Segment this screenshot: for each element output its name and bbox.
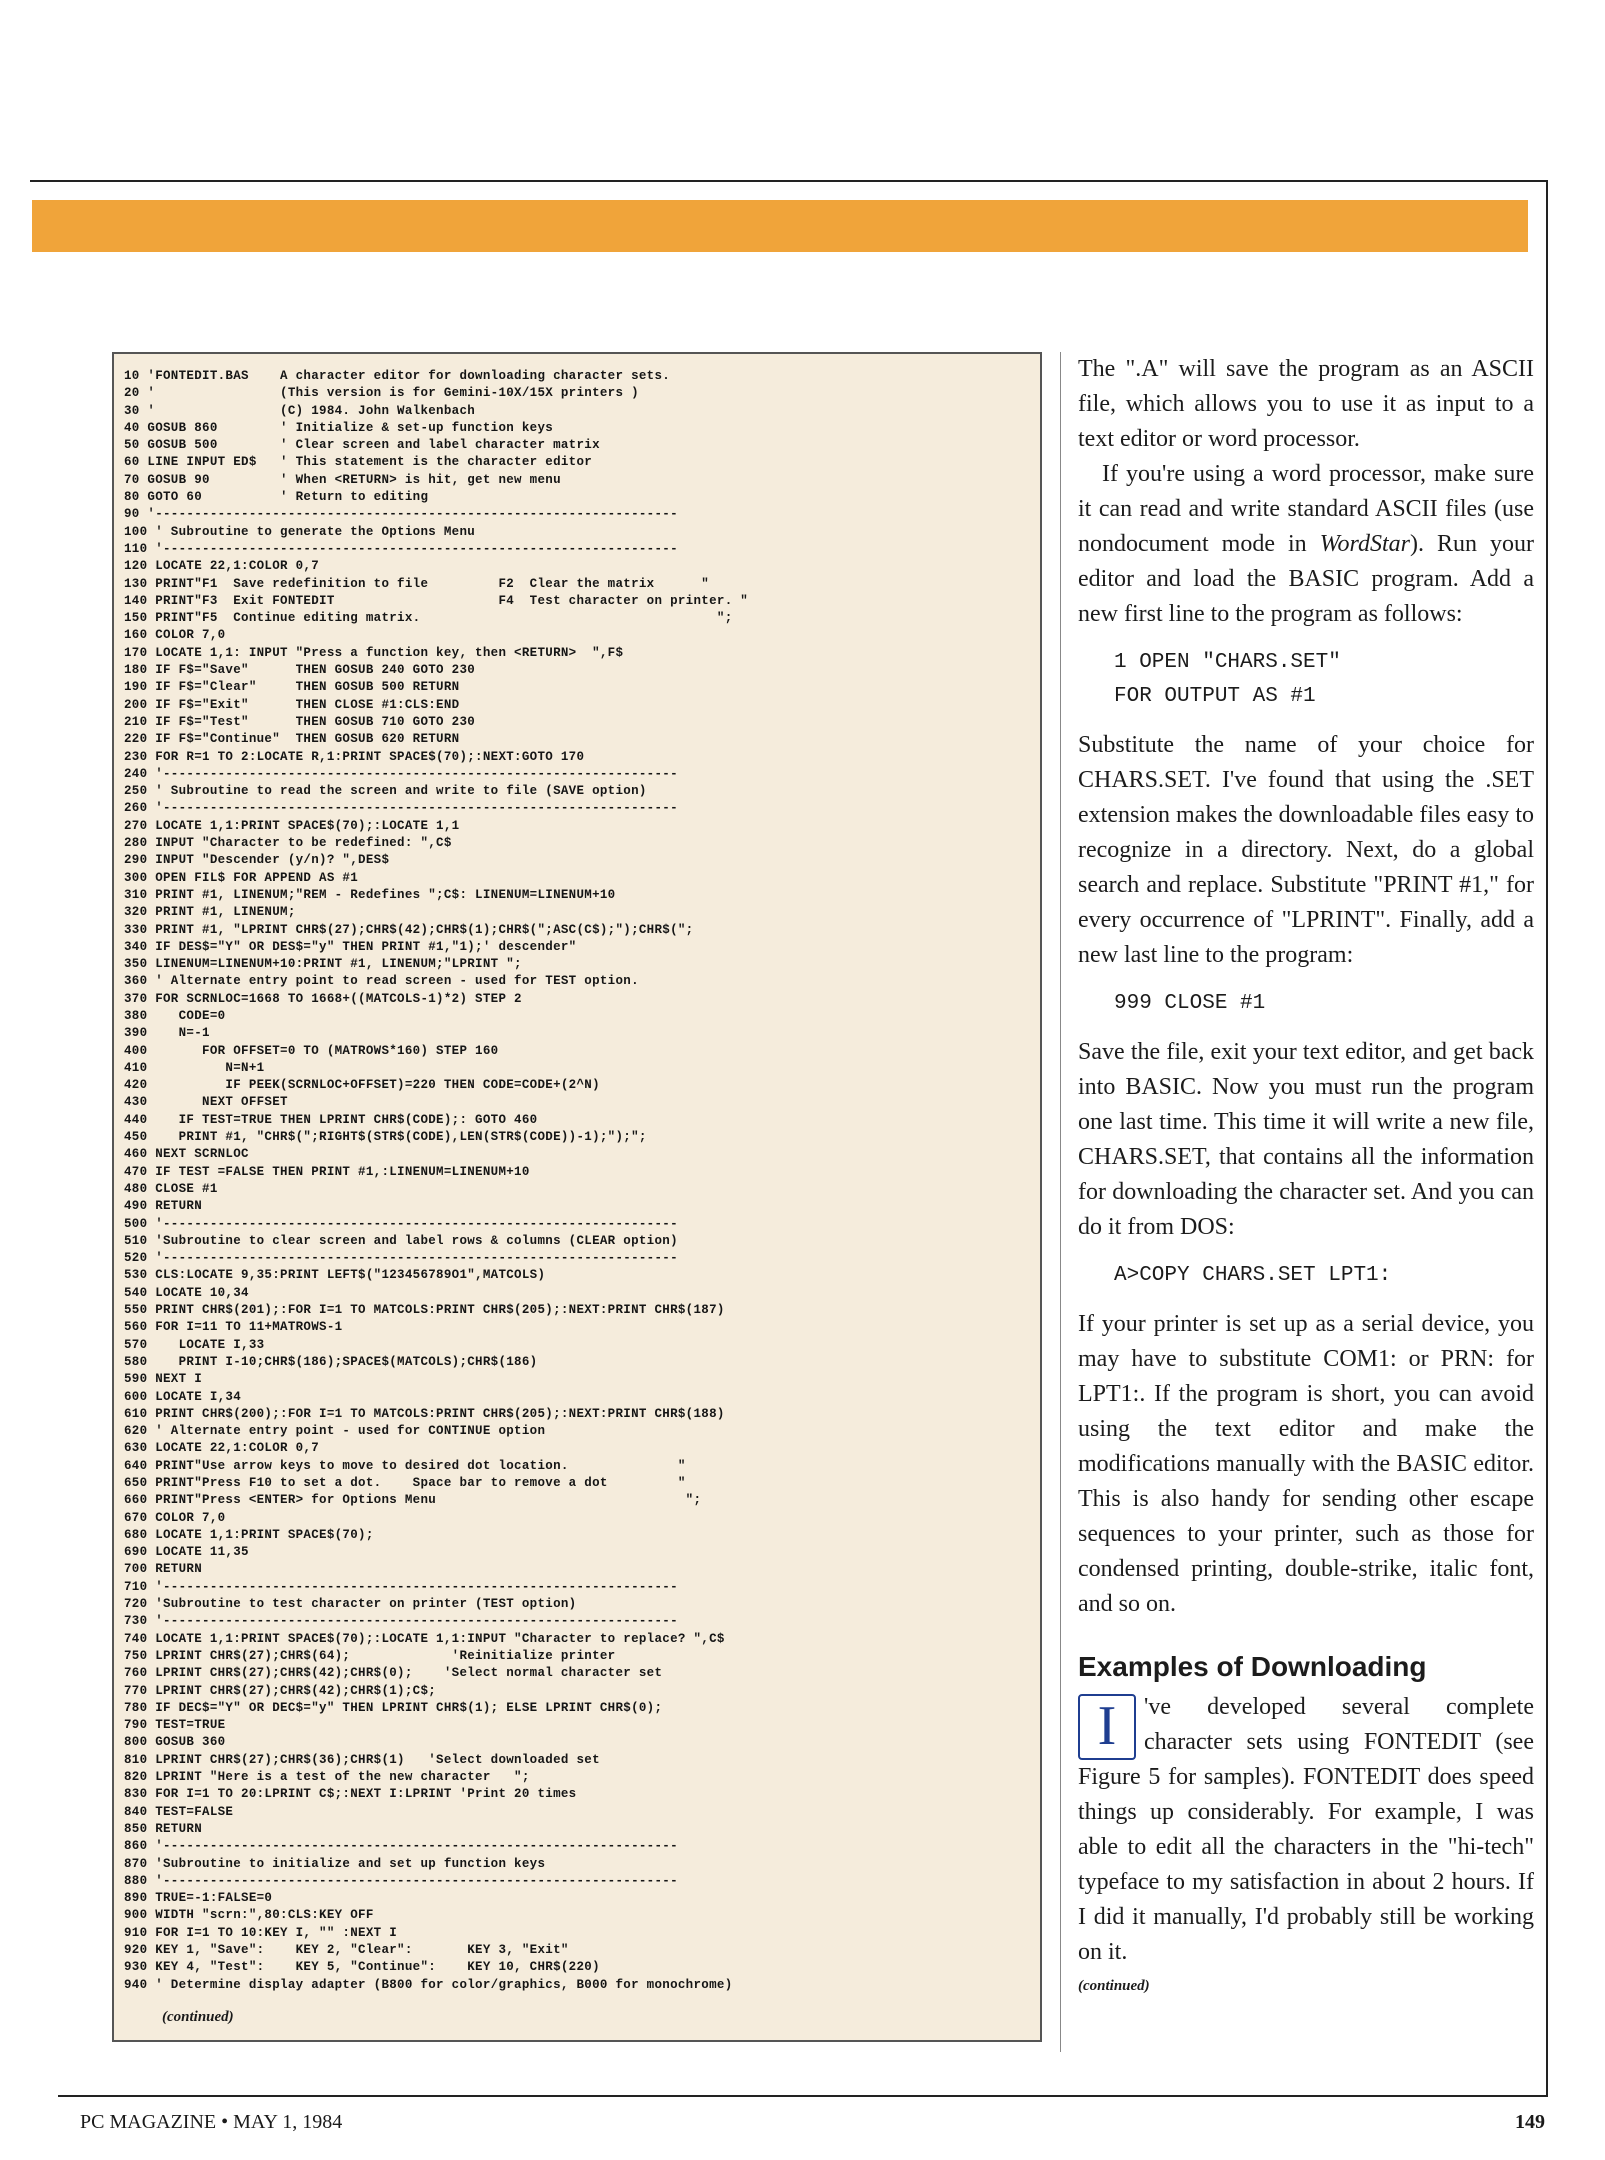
listing-line: 370 FOR SCRNLOC=1668 TO 1668+((MATCOLS-1)*2) STEP 2 [124, 991, 522, 1006]
listing-line: 110 '------------------------------------------------------------------ [124, 541, 678, 556]
program-listing [112, 352, 1042, 2042]
paragraph-2-text-a: If you're using a word processor, make sure it can read and write standard ASCII files (use nondocument mode in [1078, 461, 1534, 557]
listing-line: 620 ' Alternate entry point - used for CONTINUE option [124, 1424, 546, 1439]
listing-line: 930 KEY 4, "Test": KEY 5, "Continue": KEY 10, CHR$(220) [124, 1960, 600, 1975]
listing-line: 200 IF F$="Exit" THEN CLOSE #1:CLS:END [124, 697, 460, 712]
dropcap-letter: I [1078, 1694, 1136, 1760]
listing-line: 540 LOCATE 10,34 [124, 1285, 249, 1300]
listing-line: 90 '------------------------------------------------------------------- [124, 507, 678, 522]
listing-line: 600 LOCATE I,34 [124, 1389, 242, 1404]
listing-line: 210 IF F$="Test" THEN GOSUB 710 GOTO 230 [124, 714, 476, 729]
header-band [32, 200, 1528, 252]
listing-line: 480 CLOSE #1 [124, 1181, 218, 1196]
listing-line: 790 TEST=TRUE [124, 1718, 226, 1733]
listing-line: 60 LINE INPUT ED$ ' This statement is the character editor [124, 455, 593, 470]
listing-line: 280 INPUT "Character to be redefined: ",C$ [124, 836, 452, 851]
listing-line: 40 GOSUB 860 ' Initialize & set-up function keys [124, 420, 554, 435]
listing-line: 440 IF TEST=TRUE THEN LPRINT CHR$(CODE);: GOTO 460 [124, 1112, 538, 1127]
magazine-footer: PC MAGAZINE • MAY 1, 1984 [80, 2111, 343, 2133]
listing-line: 680 LOCATE 1,1:PRINT SPACE$(70); [124, 1527, 374, 1542]
code-copy: A>COPY CHARS.SET LPT1: [1114, 1264, 1392, 1287]
listing-line: 410 N=N+1 [124, 1060, 265, 1075]
listing-line: 190 IF F$="Clear" THEN GOSUB 500 RETURN [124, 680, 460, 695]
listing-line: 330 PRINT #1, "LPRINT CHR$(27);CHR$(42);CHR$(1);CHR$(";ASC(C$);");CHR$("; [124, 922, 694, 937]
article-column [1078, 352, 1534, 1996]
listing-line: 690 LOCATE 11,35 [124, 1545, 249, 1560]
listing-line: 570 LOCATE I,33 [124, 1337, 265, 1352]
listing-line: 590 NEXT I [124, 1372, 203, 1387]
paragraph-3: Substitute the name of your choice for CHARS.SET. I've found that using the .SET extension makes the downloadable files easy to recognize in a directory. Next, do a global search and replace. Substitute "PRINT #1," for every occurrence of "LPRINT". Finally, add a new last line to the program: [1078, 732, 1534, 968]
listing-line: 10 'FONTEDIT.BAS A character editor for downloading character sets. [124, 369, 671, 383]
listing-line: 240 '------------------------------------------------------------------ [124, 766, 678, 781]
listing-line: 100 ' Subroutine to generate the Options Menu [124, 524, 476, 539]
listing-line: 520 '------------------------------------------------------------------ [124, 1251, 678, 1266]
listing-line: 910 FOR I=1 TO 10:KEY I, "" :NEXT I [124, 1925, 398, 1940]
listing-line: 180 IF F$="Save" THEN GOSUB 240 GOTO 230 [124, 663, 476, 678]
listing-line: 870 'Subroutine to initialize and set up function keys [124, 1856, 546, 1871]
listing-line: 20 ' (This version is for Gemini-10X/15X printers ) [124, 386, 639, 401]
listing-line: 670 COLOR 7,0 [124, 1510, 226, 1525]
paragraph-6-text: 've developed several complete character sets using FONTEDIT (see Figure 5 for samples). FONTEDIT does speed things up considerably. For example, I was able to edit all the characters in the "hi-tech" typeface to my satisfaction in about 2 hours. If I did it manually, I'd probably still be working on it. [1078, 1694, 1534, 1965]
listing-line: 390 N=-1 [124, 1026, 210, 1041]
listing-line: 840 TEST=FALSE [124, 1804, 234, 1819]
listing-line: 360 ' Alternate entry point to read screen - used for TEST option. [124, 974, 639, 989]
listing-line: 420 IF PEEK(SCRNLOC+OFFSET)=220 THEN CODE=CODE+(2^N) [124, 1078, 600, 1093]
listing-line: 770 LPRINT CHR$(27);CHR$(42);CHR$(1);C$; [124, 1683, 437, 1698]
listing-line: 890 TRUE=-1:FALSE=0 [124, 1891, 273, 1906]
listing-line: 470 IF TEST =FALSE THEN PRINT #1,:LINENUM=LINENUM+10 [124, 1164, 530, 1179]
listing-line: 560 FOR I=11 TO 11+MATROWS-1 [124, 1320, 343, 1335]
listing-line: 920 KEY 1, "Save": KEY 2, "Clear": KEY 3, "Exit" [124, 1943, 569, 1958]
listing-line: 820 LPRINT "Here is a test of the new character "; [124, 1770, 530, 1785]
listing-line: 660 PRINT"Press <ENTER> for Options Menu "; [124, 1493, 702, 1508]
listing-line: 120 LOCATE 22,1:COLOR 0,7 [124, 559, 320, 574]
listing-line: 430 NEXT OFFSET [124, 1095, 288, 1110]
listing-line: 80 GOTO 60 ' Return to editing [124, 490, 429, 505]
paragraph-2-text-b: ). Run your editor and load the BASIC program. Add a new first line to the program as follows: [1078, 531, 1534, 627]
article-continued: (continued) [1078, 1978, 1150, 1994]
right-rule [1546, 180, 1548, 2095]
listing-line: 700 RETURN [124, 1562, 203, 1577]
listing-line: 580 PRINT I-10;CHR$(186);SPACE$(MATCOLS);CHR$(186) [124, 1354, 538, 1369]
listing-line: 270 LOCATE 1,1:PRINT SPACE$(70);:LOCATE 1,1 [124, 818, 460, 833]
listing-line: 290 INPUT "Descender (y/n)? ",DES$ [124, 853, 390, 868]
bottom-rule [58, 2095, 1548, 2097]
listing-line: 350 LINENUM=LINENUM+10:PRINT #1, LINENUM;"LPRINT "; [124, 957, 522, 972]
paragraph-6 [1078, 1690, 1534, 1970]
listing-line: 310 PRINT #1, LINENUM;"REM - Redefines ";C$: LINENUM=LINENUM+10 [124, 887, 616, 902]
listing-line: 130 PRINT"F1 Save redefinition to file F2 Clear the matrix " [124, 576, 710, 591]
listing-line: 460 NEXT SCRNLOC [124, 1147, 249, 1162]
listing-line: 810 LPRINT CHR$(27);CHR$(36);CHR$(1) 'Select downloaded set [124, 1752, 600, 1767]
listing-line: 640 PRINT"Use arrow keys to move to desired dot location. " [124, 1458, 686, 1473]
listing-line: 250 ' Subroutine to read the screen and write to file (SAVE option) [124, 784, 647, 799]
listing-line: 550 PRINT CHR$(201);:FOR I=1 TO MATCOLS:PRINT CHR$(205);:NEXT:PRINT CHR$(187) [124, 1303, 725, 1318]
paragraph-2 [1078, 457, 1534, 632]
code-close: 999 CLOSE #1 [1114, 992, 1266, 1015]
listing-line: 300 OPEN FIL$ FOR APPEND AS #1 [124, 870, 359, 885]
listing-line: 710 '------------------------------------------------------------------ [124, 1579, 678, 1594]
paragraph-5: If your printer is set up as a serial device, you may have to substitute COM1: or PRN: for LPT1:. If the program is short, you can avoid using the text editor and make the modifications manually with the BASIC editor. This is also handy for sending other escape sequences to your printer, such as those for condensed printing, double-strike, italic font, and so on. [1078, 1311, 1534, 1617]
listing-line: 260 '------------------------------------------------------------------ [124, 801, 678, 816]
listing-line: 530 CLS:LOCATE 9,35:PRINT LEFT$("123456789O1",MATCOLS) [124, 1268, 546, 1283]
column-divider [1060, 352, 1061, 2052]
listing-line: 160 COLOR 7,0 [124, 628, 226, 643]
listing-line: 780 IF DEC$="Y" OR DEC$="y" THEN LPRINT CHR$(1); ELSE LPRINT CHR$(0); [124, 1700, 663, 1715]
listing-line: 940 ' Determine display adapter (B800 for color/graphics, B000 for monochrome) [124, 1977, 733, 1992]
listing-line: 170 LOCATE 1,1: INPUT "Press a function key, then <RETURN> ",F$ [124, 645, 624, 660]
listing-line: 860 '------------------------------------------------------------------ [124, 1839, 678, 1854]
listing-line: 400 FOR OFFSET=0 TO (MATROWS*160) STEP 160 [124, 1043, 499, 1058]
listing-line: 490 RETURN [124, 1199, 203, 1214]
paragraph-4: Save the file, exit your text editor, and get back into BASIC. Now you must run the program one last time. This time it will write a new file, CHARS.SET, that contains all the information for downloading the character set. And you can do it from DOS: [1078, 1039, 1534, 1240]
listing-line: 720 'Subroutine to test character on printer (TEST option) [124, 1597, 577, 1612]
section-heading: Examples of Downloading [1078, 1651, 1427, 1682]
listing-line: 900 WIDTH "scrn:",80:CLS:KEY OFF [124, 1908, 374, 1923]
listing-line: 320 PRINT #1, LINENUM; [124, 905, 296, 920]
listing-line: 140 PRINT"F3 Exit FONTEDIT F4 Test character on printer. " [124, 593, 749, 608]
listing-inner [124, 368, 1032, 2032]
listing-line: 150 PRINT"F5 Continue editing matrix. "; [124, 611, 733, 626]
listing-line: 340 IF DES$="Y" OR DES$="y" THEN PRINT #1,"1);' descender" [124, 939, 577, 954]
listing-line: 30 ' (C) 1984. John Walkenbach [124, 403, 476, 418]
listing-line: 740 LOCATE 1,1:PRINT SPACE$(70);:LOCATE 1,1:INPUT "Character to replace? ",C$ [124, 1631, 725, 1646]
listing-line: 800 GOSUB 360 [124, 1735, 226, 1750]
listing-line: 630 LOCATE 22,1:COLOR 0,7 [124, 1441, 320, 1456]
top-rule [30, 180, 1548, 182]
listing-continued: (continued) [162, 2009, 234, 2025]
listing-line: 650 PRINT"Press F10 to set a dot. Space bar to remove a dot " [124, 1476, 686, 1490]
listing-line: 730 '------------------------------------------------------------------ [124, 1614, 678, 1629]
listing-line: 220 IF F$="Continue" THEN GOSUB 620 RETURN [124, 732, 460, 747]
code-open-chars: 1 OPEN "CHARS.SET" FOR OUTPUT AS #1 [1114, 651, 1341, 708]
page-number: 149 [1515, 2111, 1545, 2133]
listing-line: 500 '------------------------------------------------------------------ [124, 1216, 678, 1231]
listing-line: 510 'Subroutine to clear screen and label rows & columns (CLEAR option) [124, 1233, 678, 1248]
paragraph-1: The ".A" will save the program as an ASCII file, which allows you to use it as input to a text editor or word processor. [1078, 356, 1534, 452]
listing-line: 880 '------------------------------------------------------------------ [124, 1873, 678, 1888]
listing-line: 610 PRINT CHR$(200);:FOR I=1 TO MATCOLS:PRINT CHR$(205);:NEXT:PRINT CHR$(188) [124, 1406, 725, 1421]
listing-line: 380 CODE=0 [124, 1008, 226, 1023]
listing-line: 750 LPRINT CHR$(27);CHR$(64); 'Reinitialize printer [124, 1648, 616, 1663]
listing-line: 50 GOSUB 500 ' Clear screen and label character matrix [124, 438, 600, 453]
listing-line: 230 FOR R=1 TO 2:LOCATE R,1:PRINT SPACE$(70);:NEXT:GOTO 170 [124, 749, 585, 764]
listing-line: 830 FOR I=1 TO 20:LPRINT C$;:NEXT I:LPRINT 'Print 20 times [124, 1787, 577, 1802]
wordstar-italic: WordStar [1319, 531, 1410, 557]
listing-line: 70 GOSUB 90 ' When <RETURN> is hit, get new menu [124, 472, 561, 487]
listing-line: 850 RETURN [124, 1821, 203, 1836]
listing-line: 760 LPRINT CHR$(27);CHR$(42);CHR$(0); 'Select normal character set [124, 1666, 663, 1681]
listing-line: 450 PRINT #1, "CHR$(";RIGHT$(STR$(CODE),LEN(STR$(CODE))-1);");"; [124, 1130, 647, 1145]
listing-lines [124, 368, 1032, 1994]
